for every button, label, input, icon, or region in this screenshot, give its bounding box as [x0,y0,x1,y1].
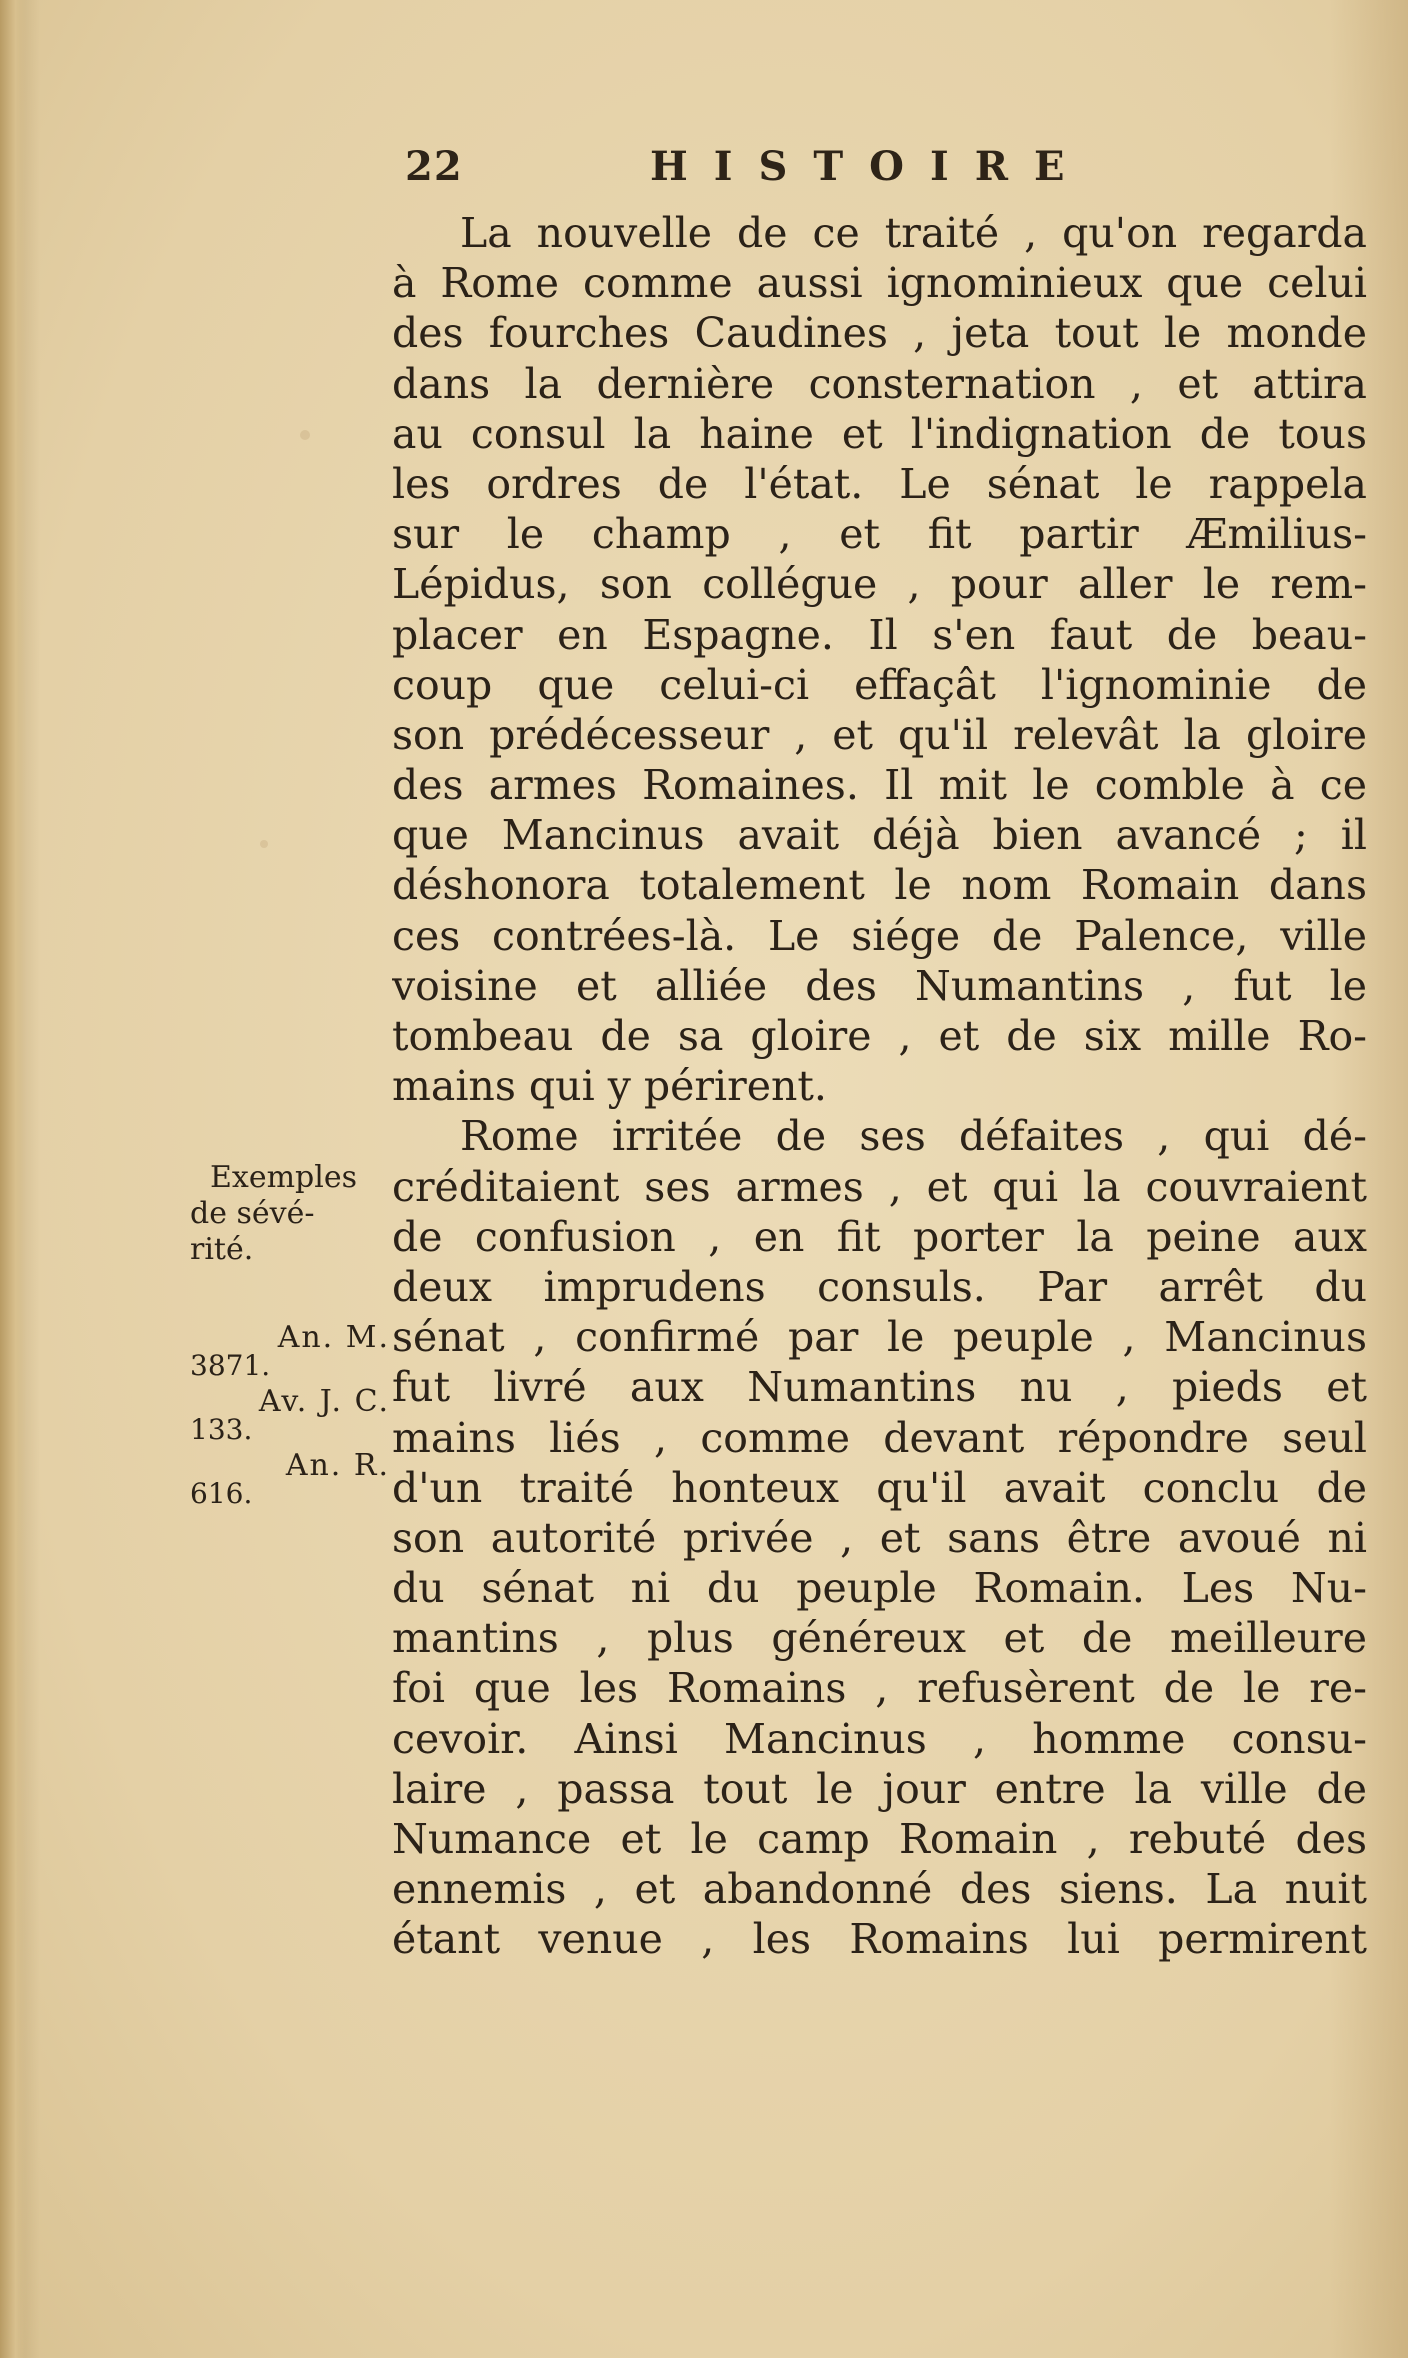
date-entry-anno-mundi [190,1320,390,1384]
text-line: créditaient ses armes , et qui la couvraient [392,1162,1367,1211]
text-line: de confusion , en fit porter la peine aux [392,1212,1367,1261]
text-line: deux imprudens consuls. Par arrêt du [392,1262,1367,1311]
text-line: sur le champ , et fit partir Æmilius- [392,510,1367,559]
date-value: 3871. [190,1349,271,1382]
text-line: Rome irritée de ses défaites , qui dé- [460,1112,1367,1161]
page-number: 22 [405,143,463,190]
text-line: foi que les Romains , refusèrent de le re- [392,1664,1367,1713]
page-gutter [0,0,26,2358]
text-line: Lépidus, son collégue , pour aller le rem- [392,560,1367,609]
date-entry-anno-romae [190,1448,390,1512]
text-line: ces contrées-là. Le siége de Palence, ville [392,911,1367,960]
text-line: tombeau de sa gloire , et de six mille Ro- [392,1012,1367,1060]
date-label: Av. J. C. [258,1384,390,1419]
text-line: coup que celui-ci effaçât l'ignominie de [392,660,1367,709]
text-line: son autorité privée , et sans être avoué ni [392,1513,1367,1562]
text-line: mantins , plus généreux et de meilleure [392,1614,1367,1663]
side-heading-line: de sévé- [190,1196,315,1231]
foxing-spot [260,840,268,848]
date-entry-before-christ [190,1384,390,1448]
text-line: à Rome comme aussi ignominieux que celui [392,259,1367,308]
text-line: sénat , confirmé par le peuple , Mancinus [392,1313,1367,1362]
text-line: placer en Espagne. Il s'en faut de beau- [392,610,1367,659]
text-line: au consul la haine et l'indignation de tous [392,409,1367,458]
text-line: cevoir. Ainsi Mancinus , homme consu- [392,1714,1367,1763]
text-line: déshonora totalement le nom Romain dans [392,861,1367,910]
text-line: étant venue , les Romains lui permirent [392,1915,1367,1964]
page-header [405,143,1105,203]
side-heading-line: rité. [190,1232,254,1267]
margin-dates [190,1320,390,1512]
text-line: dans la dernière consternation , et attira [392,359,1367,408]
date-label: An. R. [285,1448,390,1483]
text-line: La nouvelle de ce traité , qu'on regarda [460,209,1367,257]
side-heading-line: Exemples [210,1160,357,1195]
text-line: mains liés , comme devant répondre seul [392,1413,1367,1462]
body-text [392,208,1367,1965]
side-heading [190,1160,357,1268]
text-line: voisine et alliée des Numantins , fut le [392,961,1367,1010]
foxing-spot [300,430,310,440]
date-value: 133. [190,1413,253,1446]
date-value: 616. [190,1477,253,1510]
text-line: ennemis , et abandonné des siens. La nuit [392,1865,1367,1914]
text-line: fut livré aux Numantins nu , pieds et [392,1363,1367,1412]
text-line: Numance et le camp Romain , rebuté des [392,1815,1367,1863]
text-line: du sénat ni du peuple Romain. Les Nu- [392,1564,1367,1613]
date-label: An. M. [277,1320,390,1355]
text-line: des fourches Caudines , jeta tout le monde [392,309,1367,358]
text-line: laire , passa tout le jour entre la ville de [392,1764,1367,1813]
text-line: mains qui y périrent. [392,1062,827,1111]
running-title: HISTOIRE [650,143,1091,190]
text-line: que Mancinus avait déjà bien avancé ; il [392,811,1367,860]
text-line: son prédécesseur , et qu'il relevât la gloire [392,710,1367,759]
text-line: des armes Romaines. Il mit le comble à ce [392,761,1367,810]
text-line: d'un traité honteux qu'il avait conclu de [392,1463,1367,1512]
text-line: les ordres de l'état. Le sénat le rappela [392,459,1367,508]
